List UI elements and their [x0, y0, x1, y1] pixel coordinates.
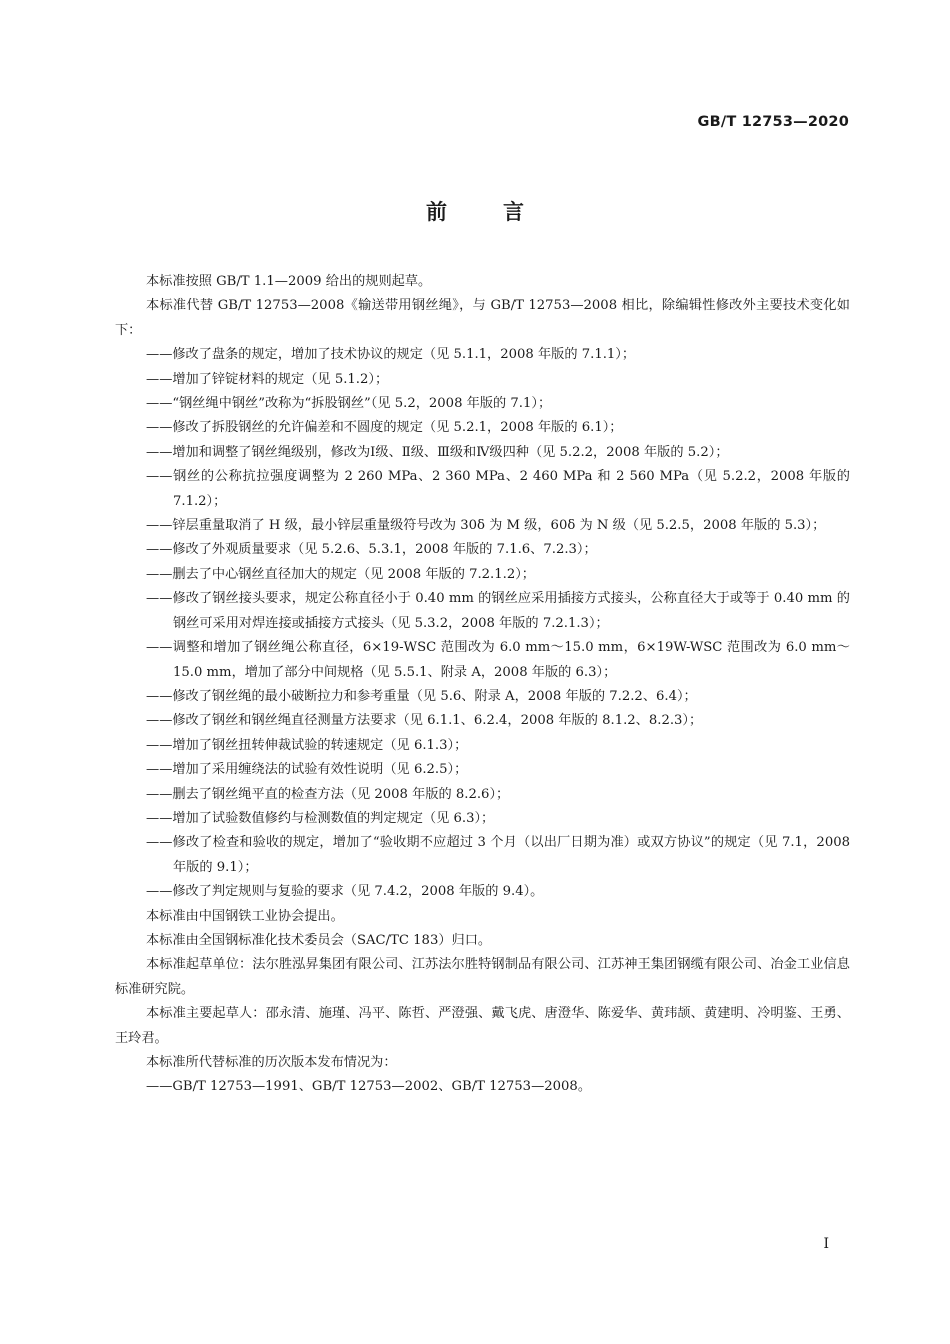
list-item: ——删去了中心钢丝直径加大的规定（见 2008 年版的 7.2.1.2）；: [146, 566, 535, 582]
list-item: ——修改了钢丝接头要求，规定公称直径小于 0.40 mm 的钢丝应采用插接方式接头，公称直径大于或等于 0.40 mm 的钢丝可采用对焊连接或插接方式接头（见 5.3.2，2008 年版的 7.2.1.3）；: [146, 591, 850, 631]
document-body: [115, 270, 850, 1100]
list-item: ——删去了钢丝绳平直的检查方法（见 2008 年版的 8.2.6）；: [146, 786, 510, 802]
changes-list: [115, 343, 850, 904]
paragraph-drafting-rules: 本标准按照 GB/T 1.1—2009 给出的规则起草。: [146, 274, 432, 289]
paragraph-history-intro: 本标准所代替标准的历次版本发布情况为：: [146, 1055, 397, 1070]
list-item: ——修改了钢丝绳的最小破断拉力和参考重量（见 5.6、附录 A，2008 年版的 7.2.2、6.4）；: [146, 688, 697, 704]
paragraph-proposed-by: 本标准由中国钢铁工业协会提出。: [146, 908, 344, 924]
list-item: ——增加了试验数值修约与检测数值的判定规定（见 6.3）；: [146, 810, 495, 826]
list-item: ——修改了检查和验收的规定，增加了“验收期不应超过 3 个月（以出厂日期为准）或双方协议”的规定（见 7.1，2008 年版的 9.1）；: [146, 835, 850, 875]
list-item: ——钢丝的公称抗拉强度调整为 2 260 MPa、2 360 MPa、2 460 MPa 和 2 560 MPa（见 5.2.2，2008 年版的 7.1.2）；: [146, 469, 850, 509]
list-item: ——修改了拆股钢丝的允许偏差和不圆度的规定（见 5.2.1，2008 年版的 6.1）；: [146, 420, 623, 436]
paragraph-drafting-units: 本标准起草单位：法尔胜泓昇集团有限公司、江苏法尔胜特钢制品有限公司、江苏神王集团钢缆有限公司、冶金工业信息标准研究院。: [115, 957, 850, 997]
list-item: ——调整和增加了钢丝绳公称直径，6×19-WSC 范围改为 6.0 mm～15.0 mm，6×19W-WSC 范围改为 6.0 mm～15.0 mm，增加了部分中间规格（见 5.5.1、附录 A，2008 年版的 6.3）；: [146, 640, 850, 680]
list-item: ——修改了判定规则与复验的要求（见 7.4.2，2008 年版的 9.4）。: [146, 884, 544, 900]
paragraph-drafters: 本标准主要起草人：邵永清、施瑾、冯平、陈哲、严澄强、戴飞虎、唐澄华、陈爱华、黄玮颉、黄建明、冷明鉴、王勇、王玲君。: [115, 1006, 850, 1046]
list-item: ——修改了盘条的规定，增加了技术协议的规定（见 5.1.1，2008 年版的 7.1.1）；: [146, 347, 636, 363]
page-number: I: [823, 1236, 829, 1252]
list-item: ——增加了钢丝扭转伸裁试验的转速规定（见 6.1.3）；: [146, 737, 468, 753]
list-item: ——修改了外观质量要求（见 5.2.6、5.3.1，2008 年版的 7.1.6、7.2.3）；: [146, 542, 597, 558]
list-item: ——增加和调整了钢丝绳级别，修改为Ⅰ级、Ⅱ级、Ⅲ级和Ⅳ级四种（见 5.2.2，2008 年版的 5.2）；: [146, 444, 729, 460]
page-title: 前言: [426, 200, 580, 224]
list-item: ——增加了采用缠绕法的试验有效性说明（见 6.2.5）；: [146, 762, 468, 778]
list-item: ——锌层重量取消了 H 级，最小锌层重量级符号改为 30δ 为 M 级，60δ 为 N 级（见 5.2.5，2008 年版的 5.3）；: [146, 518, 826, 534]
list-item: ——修改了钢丝和钢丝绳直径测量方法要求（见 6.1.1、6.2.4，2008 年版的 8.1.2、8.2.3）；: [146, 713, 703, 729]
list-item: ——增加了锌锭材料的规定（见 5.1.2）；: [146, 371, 389, 387]
history-list-item: ——GB/T 12753—1991、GB/T 12753—2002、GB/T 12753—2008。: [146, 1079, 592, 1095]
standard-code: GB/T 12753—2020: [697, 114, 849, 130]
list-item: ——“钢丝绳中钢丝”改称为“拆股钢丝”（见 5.2，2008 年版的 7.1）；: [146, 396, 552, 412]
paragraph-administered-by: 本标准由全国钢标准化技术委员会（SAC/TC 183）归口。: [146, 932, 492, 948]
paragraph-replacement: 本标准代替 GB/T 12753—2008《输送带用钢丝绳》，与 GB/T 12753—2008 相比，除编辑性修改外主要技术变化如下：: [115, 298, 850, 338]
